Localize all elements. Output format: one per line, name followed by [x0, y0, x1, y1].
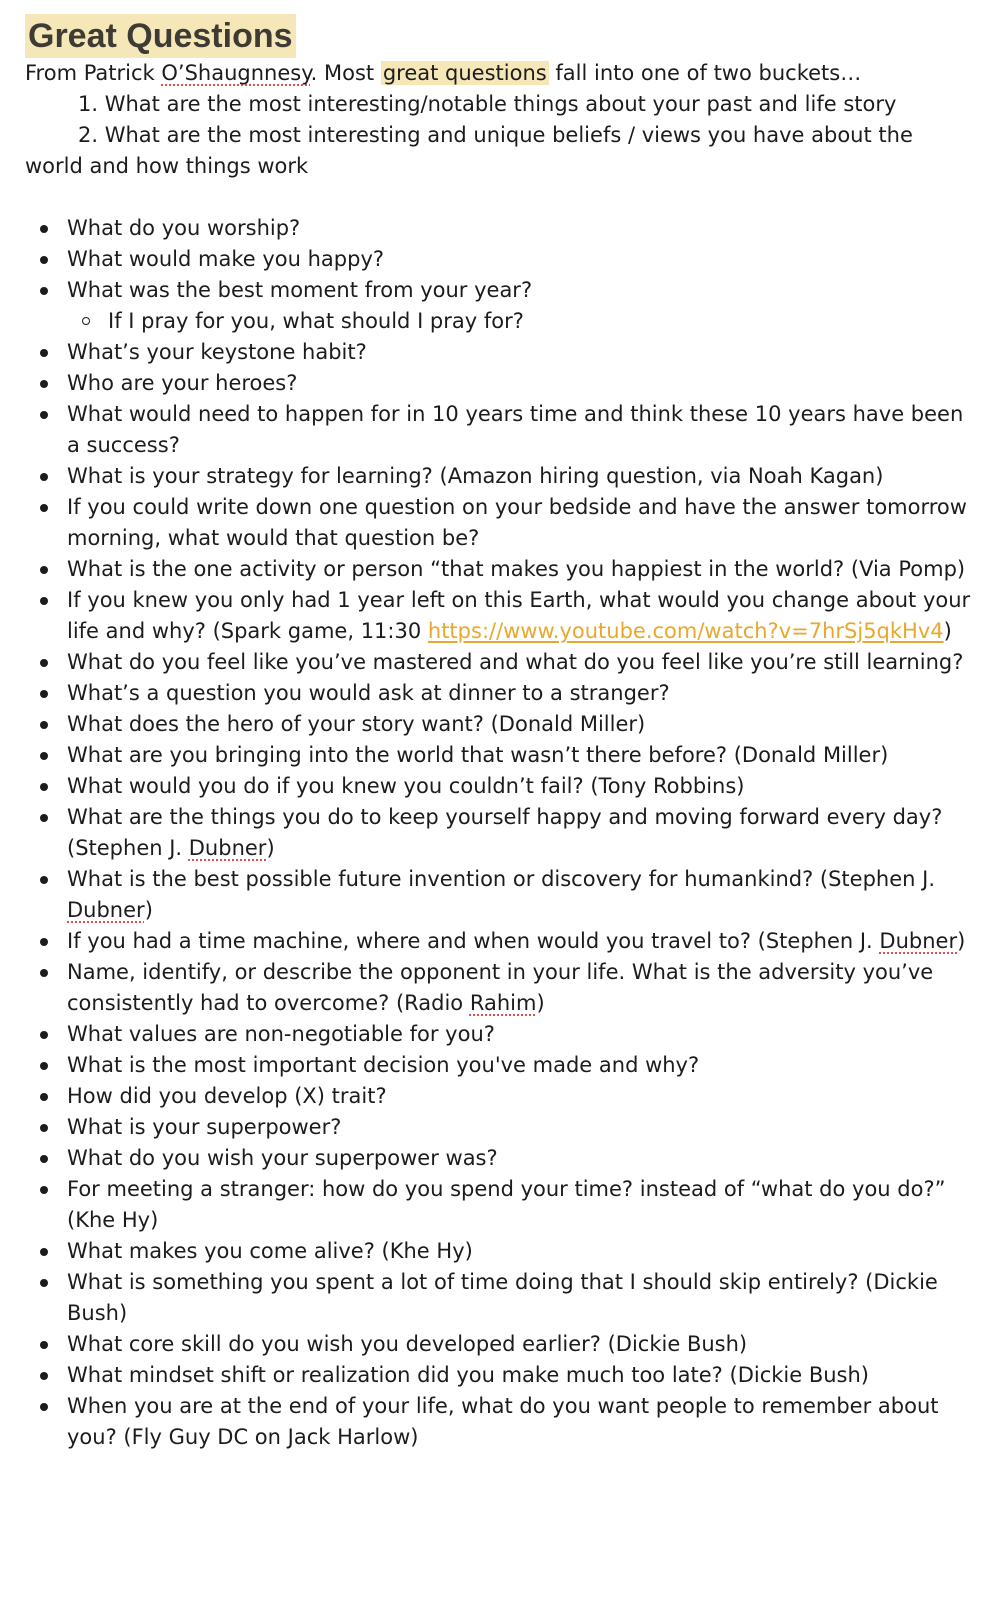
bullet-icon [40, 1372, 48, 1380]
bucket-item-1 [25, 89, 976, 120]
list-item [25, 1329, 976, 1360]
list-item-text: What would need to happen for in 10 years time and think these 10 years have been a success? [67, 402, 964, 457]
list-item [25, 1174, 976, 1236]
list-item-text: If I pray for you, what should I pray for? [108, 309, 524, 333]
list-item-text: What do you feel like you’ve mastered and what do you feel like you’re still learning? [67, 650, 964, 674]
list-item-text: What is something you spent a lot of time doing that I should skip entirely? (Dickie Bush) [67, 1270, 938, 1325]
list-item-text: If you had a time machine, where and when would you travel to? (Stephen J. [67, 929, 880, 953]
bullet-icon [40, 752, 48, 760]
bullet-icon [40, 1279, 48, 1287]
bullet-icon [40, 1248, 48, 1256]
list-item-text: What are you bringing into the world that wasn’t there before? (Donald Miller) [67, 743, 889, 767]
hollow-bullet-icon [82, 317, 90, 325]
list-item [25, 368, 976, 399]
list-item [25, 1081, 976, 1112]
list-item-text: What values are non-negotiable for you? [67, 1022, 495, 1046]
bullet-icon [40, 597, 48, 605]
list-item-text: Who are your heroes? [67, 371, 298, 395]
list-item-text: What would you do if you knew you couldn’t fail? (Tony Robbins) [67, 774, 745, 798]
bullet-icon [40, 1186, 48, 1194]
list-item [25, 1267, 976, 1329]
bullet-icon [40, 1093, 48, 1101]
list-item [25, 1360, 976, 1391]
blank-line [25, 182, 976, 213]
list-item-text-end: ) [266, 836, 275, 860]
bullet-icon [40, 380, 48, 388]
bullet-icon [40, 566, 48, 574]
list-item [25, 244, 976, 275]
list-item-text-end: ) [957, 929, 966, 953]
intro-paragraph [25, 58, 976, 89]
list-item-text: If you knew you only had 1 year left on this Earth, what would you change about your life and why? (Spark game, 11:30 [67, 588, 971, 643]
bullet-icon [40, 783, 48, 791]
list-item-text: What are the things you do to keep yourself happy and moving forward every day? (Stephen J. [67, 805, 943, 860]
list-item-text: What is your superpower? [67, 1115, 342, 1139]
list-item-text: What’s your keystone habit? [67, 340, 367, 364]
list-item-text: What mindset shift or realization did you make much too late? (Dickie Bush) [67, 1363, 869, 1387]
list-item [25, 957, 976, 1019]
list-item-text: Name, identify, or describe the opponent in your life. What is the adversity you’ve consistently had to overcome? (Radio [67, 960, 934, 1015]
list-item [25, 926, 976, 957]
list-item [25, 492, 976, 554]
bullet-icon [40, 938, 48, 946]
bullet-icon [40, 504, 48, 512]
bullet-icon [40, 659, 48, 667]
bucket-text: What are the most interesting/notable things about your past and life story [104, 92, 897, 116]
intro-author: O’Shaugnnesy [161, 61, 311, 85]
list-item-text: What core skill do you wish you developed earlier? (Dickie Bush) [67, 1332, 748, 1356]
bullet-icon [40, 721, 48, 729]
list-item-text: What is your strategy for learning? (Amazon hiring question, via Noah Kagan) [67, 464, 884, 488]
youtube-link[interactable]: https://www.youtube.com/watch?v=7hrSj5qkHv4 [427, 619, 944, 643]
list-item-text: What is the one activity or person “that makes you happiest in the world? (Via Pomp) [67, 557, 966, 581]
misspelled-word: Dubner [67, 898, 145, 922]
list-item-text: What is the most important decision you've made and why? [67, 1053, 700, 1077]
intro-highlight: great questions [382, 61, 547, 85]
bullet-icon [40, 411, 48, 419]
list-item [25, 1112, 976, 1143]
bullet-icon [40, 1341, 48, 1349]
bullet-icon [40, 225, 48, 233]
bullet-icon [40, 969, 48, 977]
list-item [25, 740, 976, 771]
bucket-text-continued: world and how things work [25, 154, 309, 178]
list-item-text: For meeting a stranger: how do you spend your time? instead of “what do you do?” (Khe Hy) [67, 1177, 946, 1232]
list-item-text: What do you worship? [67, 216, 301, 240]
list-item [25, 864, 976, 926]
list-item-text: When you are at the end of your life, what do you want people to remember about you? (Fly Guy DC on Jack Harlow) [67, 1394, 939, 1449]
list-item [25, 213, 976, 244]
misspelled-word: Dubner [879, 929, 958, 953]
list-item-text-end: ) [144, 898, 153, 922]
list-item [25, 337, 976, 368]
bullet-icon [40, 473, 48, 481]
list-item [25, 1391, 976, 1453]
list-item-text: What’s a question you would ask at dinner to a stranger? [67, 681, 670, 705]
list-item [25, 554, 976, 585]
bullet-icon [40, 690, 48, 698]
intro-suffix: fall into one of two buckets… [548, 61, 862, 85]
list-item [25, 678, 976, 709]
bullet-icon [40, 349, 48, 357]
bullet-icon [40, 1062, 48, 1070]
question-list [25, 213, 976, 1453]
bullet-icon [40, 1155, 48, 1163]
intro-prefix: From Patrick [25, 61, 162, 85]
list-item [25, 461, 976, 492]
list-item-text: What would make you happy? [67, 247, 385, 271]
list-item-text: What is the best possible future invention or discovery for humankind? (Stephen J. [67, 867, 936, 891]
list-item-text-end: ) [943, 619, 952, 643]
bullet-icon [40, 876, 48, 884]
list-item-text: What was the best moment from your year? [67, 278, 533, 302]
list-item-text: How did you develop (X) trait? [67, 1084, 387, 1108]
bullet-icon [40, 1124, 48, 1132]
list-item [25, 709, 976, 740]
list-item [25, 802, 976, 864]
bullet-icon [40, 814, 48, 822]
bucket-text: What are the most interesting and unique beliefs / views you have about the [104, 123, 913, 147]
list-item [25, 1236, 976, 1267]
sub-list-item [25, 306, 976, 337]
list-item [25, 585, 976, 647]
list-item [25, 275, 976, 306]
bullet-icon [40, 1403, 48, 1411]
intro-middle: . Most [310, 61, 381, 85]
list-item [25, 771, 976, 802]
list-item [25, 647, 976, 678]
bullet-icon [40, 1031, 48, 1039]
list-item-text: If you could write down one question on your bedside and have the answer tomorrow morning, what would that question be? [67, 495, 967, 550]
bullet-icon [40, 256, 48, 264]
list-item-text: What does the hero of your story want? (Donald Miller) [67, 712, 646, 736]
list-item-text: What do you wish your superpower was? [67, 1146, 498, 1170]
bucket-number: 1. [78, 92, 99, 116]
misspelled-word: Dubner [188, 836, 267, 860]
bucket-item-2 [25, 120, 976, 182]
list-item [25, 399, 976, 461]
bucket-number: 2. [78, 123, 99, 147]
bullet-icon [40, 287, 48, 295]
list-item-text: What makes you come alive? (Khe Hy) [67, 1239, 473, 1263]
list-item [25, 1143, 976, 1174]
list-item-text-end: ) [536, 991, 545, 1015]
list-item [25, 1019, 976, 1050]
misspelled-word: Rahim [469, 991, 537, 1015]
list-item [25, 1050, 976, 1081]
page-title: Great Questions [25, 14, 296, 58]
